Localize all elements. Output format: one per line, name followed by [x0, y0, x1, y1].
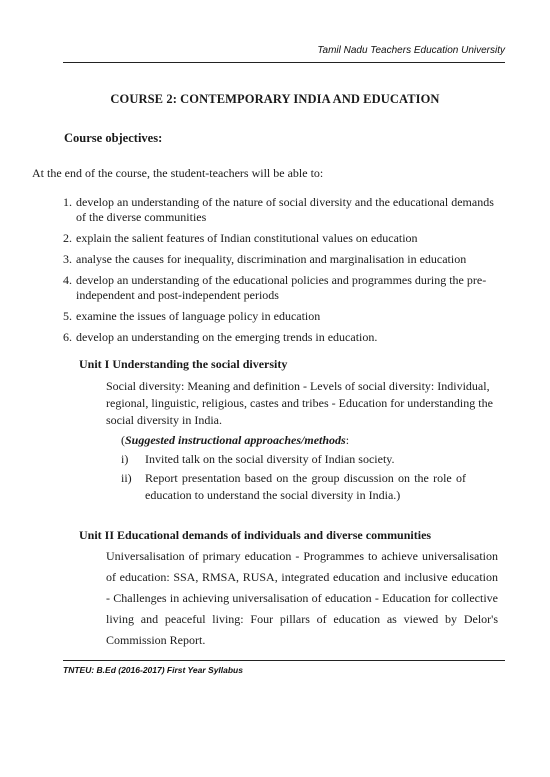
objective-item: 2. explain the salient features of Indian constitutional values on education [63, 231, 418, 245]
approach-item: i) Invited talk on the social diversity of Indian society. [121, 452, 395, 466]
objectives-heading: Course objectives: [64, 131, 163, 145]
unit-1-heading: Unit I Understanding the social diversity [79, 357, 288, 371]
unit-1-description: Social diversity: Meaning and definition - Levels of social diversity: Individual, regional, linguistic, religious, castes and tribes - Education for understanding the social diversity in India. [106, 379, 493, 427]
approach-item: ii) Report presentation based on the group discussion on the role of education to understand the social diversity in India.) [121, 471, 466, 502]
objective-item: 6. develop an understanding on the emerging trends in education. [63, 330, 378, 344]
objective-item: 1. develop an understanding of the nature of social diversity and the educational demands of the diverse communities [63, 195, 494, 224]
unit-1-approaches [121, 432, 466, 506]
unit-2-description: Universalisation of primary education - Programmes to achieve universalisation of education: SSA, RMSA, RUSA, integrated education and inclusive education - Challenges in achieving universalisation of education - Education for collective living and peaceful living: Four pillars of education as viewed by Delor's Commission Report. [106, 549, 498, 647]
unit-2-heading: Unit II Educational demands of individuals and diverse communities [79, 528, 432, 542]
header-rule [63, 62, 505, 63]
course-title: COURSE 2: CONTEMPORARY INDIA AND EDUCATION [110, 92, 440, 106]
objectives-intro: At the end of the course, the student-teachers will be able to: [32, 166, 324, 180]
running-footer: TNTEU: B.Ed (2016-2017) First Year Syllabus [63, 665, 243, 675]
approaches-list [121, 451, 466, 504]
objective-item: 5. examine the issues of language policy in education [63, 309, 321, 323]
footer-rule [63, 660, 505, 661]
running-header: Tamil Nadu Teachers Education University [317, 45, 505, 56]
objective-item: 4. develop an understanding of the educational policies and programmes during the pre-independent and post-independent periods [63, 273, 487, 302]
objective-item: 3. analyse the causes for inequality, discrimination and marginalisation in education [63, 252, 467, 266]
approaches-title: (Suggested instructional approaches/methods: [121, 433, 350, 447]
objectives-list [52, 195, 500, 351]
